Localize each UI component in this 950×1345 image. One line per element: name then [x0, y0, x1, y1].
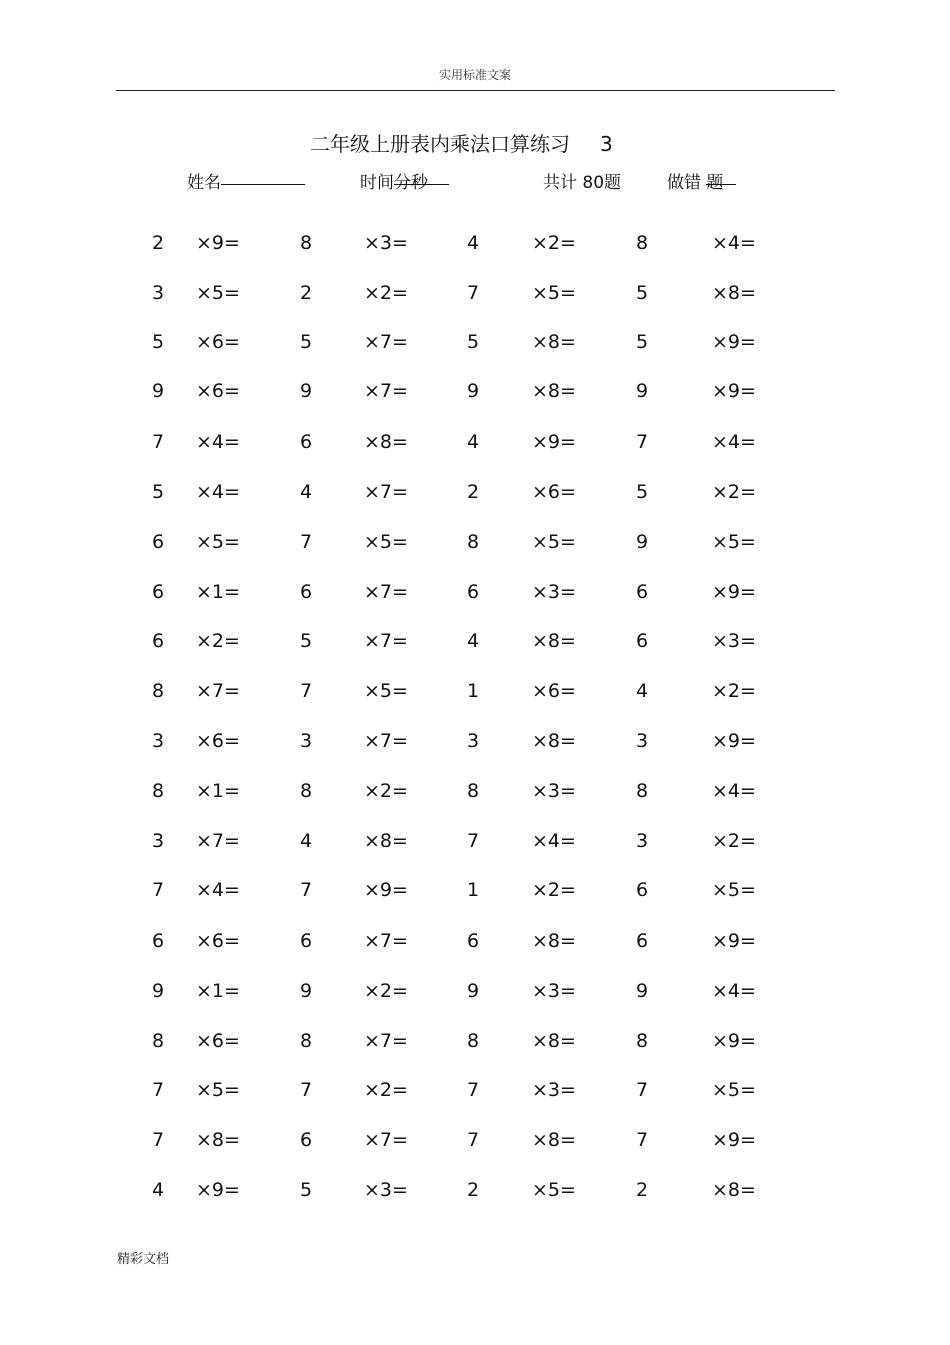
wrong-suffix: 题: [706, 173, 724, 193]
problem-operator: ×2=: [196, 630, 240, 652]
problem-operator: ×4=: [196, 879, 240, 901]
problem-operator: ×9=: [196, 1179, 240, 1201]
problem-operator: ×2=: [364, 780, 408, 802]
problem-operator: ×9=: [712, 730, 756, 752]
problem-multiplicand: 7: [467, 1079, 480, 1101]
problem-multiplicand: 8: [636, 1030, 649, 1052]
problem-operator: ×5=: [196, 531, 240, 553]
problem-multiplicand: 9: [636, 380, 649, 402]
problem-operator: ×3=: [532, 581, 576, 603]
problem-multiplicand: 5: [152, 481, 165, 503]
problem-multiplicand: 8: [300, 232, 313, 254]
problem-operator: ×8=: [364, 830, 408, 852]
problem-multiplicand: 3: [152, 830, 165, 852]
problem-multiplicand: 7: [467, 830, 480, 852]
problem-multiplicand: 8: [300, 780, 313, 802]
problem-operator: ×3=: [532, 1079, 576, 1101]
problem-multiplicand: 9: [636, 980, 649, 1002]
problem-operator: ×7=: [364, 730, 408, 752]
problem-multiplicand: 9: [467, 980, 480, 1002]
problem-operator: ×9=: [712, 1030, 756, 1052]
problem-operator: ×5=: [712, 1079, 756, 1101]
problem-multiplicand: 2: [636, 1179, 649, 1201]
problem-operator: ×7=: [364, 481, 408, 503]
problem-multiplicand: 6: [152, 630, 165, 652]
problem-multiplicand: 3: [152, 282, 165, 304]
time-label: 时间: [360, 173, 394, 193]
problem-operator: ×7=: [364, 581, 408, 603]
problem-operator: ×9=: [712, 380, 756, 402]
page-footer: 精彩文档: [117, 1252, 170, 1267]
problem-multiplicand: 7: [152, 1079, 165, 1101]
problem-operator: ×9=: [532, 431, 576, 453]
problem-operator: ×5=: [532, 282, 576, 304]
problem-multiplicand: 7: [467, 1129, 480, 1151]
problem-multiplicand: 6: [300, 930, 313, 952]
problem-multiplicand: 6: [152, 581, 165, 603]
problem-operator: ×8=: [532, 1030, 576, 1052]
problem-multiplicand: 6: [152, 531, 165, 553]
problem-operator: ×8=: [532, 630, 576, 652]
problem-operator: ×4=: [196, 431, 240, 453]
problem-multiplicand: 7: [636, 431, 649, 453]
problem-operator: ×2=: [532, 879, 576, 901]
problem-multiplicand: 7: [636, 1079, 649, 1101]
problem-operator: ×3=: [364, 232, 408, 254]
problem-operator: ×6=: [532, 481, 576, 503]
problem-operator: ×2=: [532, 232, 576, 254]
problem-operator: ×4=: [712, 980, 756, 1002]
problem-multiplicand: 8: [152, 780, 165, 802]
problem-multiplicand: 5: [636, 282, 649, 304]
problem-operator: ×1=: [196, 980, 240, 1002]
problem-operator: ×3=: [532, 980, 576, 1002]
problem-multiplicand: 6: [636, 630, 649, 652]
problem-multiplicand: 9: [300, 980, 313, 1002]
problem-operator: ×3=: [712, 630, 756, 652]
problem-operator: ×4=: [712, 431, 756, 453]
problem-operator: ×2=: [712, 481, 756, 503]
problem-operator: ×8=: [532, 380, 576, 402]
problem-operator: ×9=: [196, 232, 240, 254]
minute-label: 分: [394, 173, 411, 193]
problem-multiplicand: 6: [300, 581, 313, 603]
total-label: 共计: [543, 173, 577, 193]
problem-multiplicand: 8: [467, 1030, 480, 1052]
problem-operator: ×6=: [196, 331, 240, 353]
problem-multiplicand: 8: [467, 531, 480, 553]
problem-multiplicand: 4: [467, 630, 480, 652]
problem-operator: ×9=: [712, 1129, 756, 1151]
problem-multiplicand: 8: [152, 1030, 165, 1052]
problem-operator: ×9=: [712, 581, 756, 603]
problem-multiplicand: 1: [467, 680, 480, 702]
problem-operator: ×2=: [712, 830, 756, 852]
problem-multiplicand: 7: [152, 1129, 165, 1151]
problem-operator: ×7=: [196, 830, 240, 852]
problem-multiplicand: 4: [300, 830, 313, 852]
problem-multiplicand: 7: [300, 879, 313, 901]
problem-multiplicand: 6: [636, 930, 649, 952]
problem-operator: ×2=: [712, 680, 756, 702]
problem-multiplicand: 2: [152, 232, 165, 254]
problem-operator: ×8=: [196, 1129, 240, 1151]
problem-operator: ×7=: [364, 630, 408, 652]
problem-multiplicand: 3: [636, 730, 649, 752]
problem-multiplicand: 6: [300, 431, 313, 453]
problem-multiplicand: 9: [467, 380, 480, 402]
problem-multiplicand: 7: [152, 431, 165, 453]
problem-operator: ×5=: [532, 531, 576, 553]
problem-operator: ×5=: [196, 282, 240, 304]
problem-multiplicand: 8: [636, 780, 649, 802]
problem-multiplicand: 5: [636, 481, 649, 503]
problem-operator: ×6=: [196, 380, 240, 402]
total-count: 80题: [582, 173, 622, 193]
problem-multiplicand: 9: [152, 980, 165, 1002]
problem-multiplicand: 5: [636, 331, 649, 353]
problem-operator: ×3=: [364, 1179, 408, 1201]
problem-multiplicand: 9: [152, 380, 165, 402]
wrong-label: 做错: [667, 173, 701, 193]
problem-operator: ×5=: [364, 531, 408, 553]
problem-multiplicand: 4: [467, 431, 480, 453]
problem-multiplicand: 2: [467, 1179, 480, 1201]
problem-operator: ×4=: [532, 830, 576, 852]
problem-multiplicand: 7: [300, 1079, 313, 1101]
problem-operator: ×1=: [196, 780, 240, 802]
problem-operator: ×8=: [364, 431, 408, 453]
problem-multiplicand: 1: [467, 879, 480, 901]
problem-operator: ×7=: [364, 1129, 408, 1151]
problem-multiplicand: 8: [467, 780, 480, 802]
problem-multiplicand: 9: [300, 380, 313, 402]
problem-operator: ×8=: [532, 331, 576, 353]
problem-operator: ×7=: [364, 331, 408, 353]
problem-operator: ×2=: [364, 980, 408, 1002]
problem-operator: ×8=: [712, 282, 756, 304]
problem-multiplicand: 5: [300, 1179, 313, 1201]
problem-multiplicand: 4: [300, 481, 313, 503]
problem-operator: ×8=: [712, 1179, 756, 1201]
problem-operator: ×9=: [712, 331, 756, 353]
problem-multiplicand: 7: [300, 531, 313, 553]
problem-multiplicand: 5: [152, 331, 165, 353]
problem-operator: ×4=: [712, 232, 756, 254]
problem-multiplicand: 8: [300, 1030, 313, 1052]
problem-operator: ×8=: [532, 730, 576, 752]
problem-multiplicand: 7: [300, 680, 313, 702]
problem-multiplicand: 7: [152, 879, 165, 901]
problem-operator: ×3=: [532, 780, 576, 802]
problem-multiplicand: 3: [467, 730, 480, 752]
problem-operator: ×9=: [712, 930, 756, 952]
problem-multiplicand: 6: [467, 930, 480, 952]
problem-multiplicand: 8: [152, 680, 165, 702]
problem-operator: ×6=: [196, 930, 240, 952]
problem-multiplicand: 4: [467, 232, 480, 254]
problem-multiplicand: 6: [467, 581, 480, 603]
problem-operator: ×6=: [532, 680, 576, 702]
problem-operator: ×5=: [532, 1179, 576, 1201]
problem-operator: ×8=: [532, 1129, 576, 1151]
second-label: 秒: [411, 173, 428, 193]
problem-operator: ×4=: [712, 780, 756, 802]
problem-multiplicand: 5: [300, 630, 313, 652]
problem-multiplicand: 6: [636, 879, 649, 901]
problem-multiplicand: 5: [300, 331, 313, 353]
problem-multiplicand: 6: [636, 581, 649, 603]
problem-multiplicand: 8: [636, 232, 649, 254]
problem-operator: ×1=: [196, 581, 240, 603]
problem-operator: ×6=: [196, 1030, 240, 1052]
problem-multiplicand: 3: [152, 730, 165, 752]
problem-operator: ×7=: [196, 680, 240, 702]
problem-operator: ×7=: [364, 1030, 408, 1052]
problem-multiplicand: 4: [152, 1179, 165, 1201]
problem-operator: ×7=: [364, 380, 408, 402]
problem-operator: ×8=: [532, 930, 576, 952]
problem-operator: ×4=: [196, 481, 240, 503]
problem-operator: ×2=: [364, 1079, 408, 1101]
problem-operator: ×2=: [364, 282, 408, 304]
title-text: 二年级上册表内乘法口算练习: [310, 132, 570, 156]
problem-operator: ×7=: [364, 930, 408, 952]
problem-operator: ×5=: [364, 680, 408, 702]
problem-multiplicand: 7: [636, 1129, 649, 1151]
problem-multiplicand: 2: [300, 282, 313, 304]
problem-multiplicand: 4: [636, 680, 649, 702]
page-header: 实用标准文案: [438, 68, 511, 82]
problem-multiplicand: 7: [467, 282, 480, 304]
problem-multiplicand: 2: [467, 481, 480, 503]
problem-multiplicand: 6: [152, 930, 165, 952]
problem-multiplicand: 6: [300, 1129, 313, 1151]
problem-multiplicand: 5: [467, 331, 480, 353]
name-label: 姓名: [187, 173, 221, 193]
problem-multiplicand: 9: [636, 531, 649, 553]
problem-multiplicand: 3: [636, 830, 649, 852]
problem-multiplicand: 3: [300, 730, 313, 752]
problem-operator: ×5=: [196, 1079, 240, 1101]
problem-operator: ×6=: [196, 730, 240, 752]
problem-operator: ×5=: [712, 879, 756, 901]
problem-operator: ×9=: [364, 879, 408, 901]
problem-operator: ×5=: [712, 531, 756, 553]
title-number: 3: [600, 132, 613, 156]
